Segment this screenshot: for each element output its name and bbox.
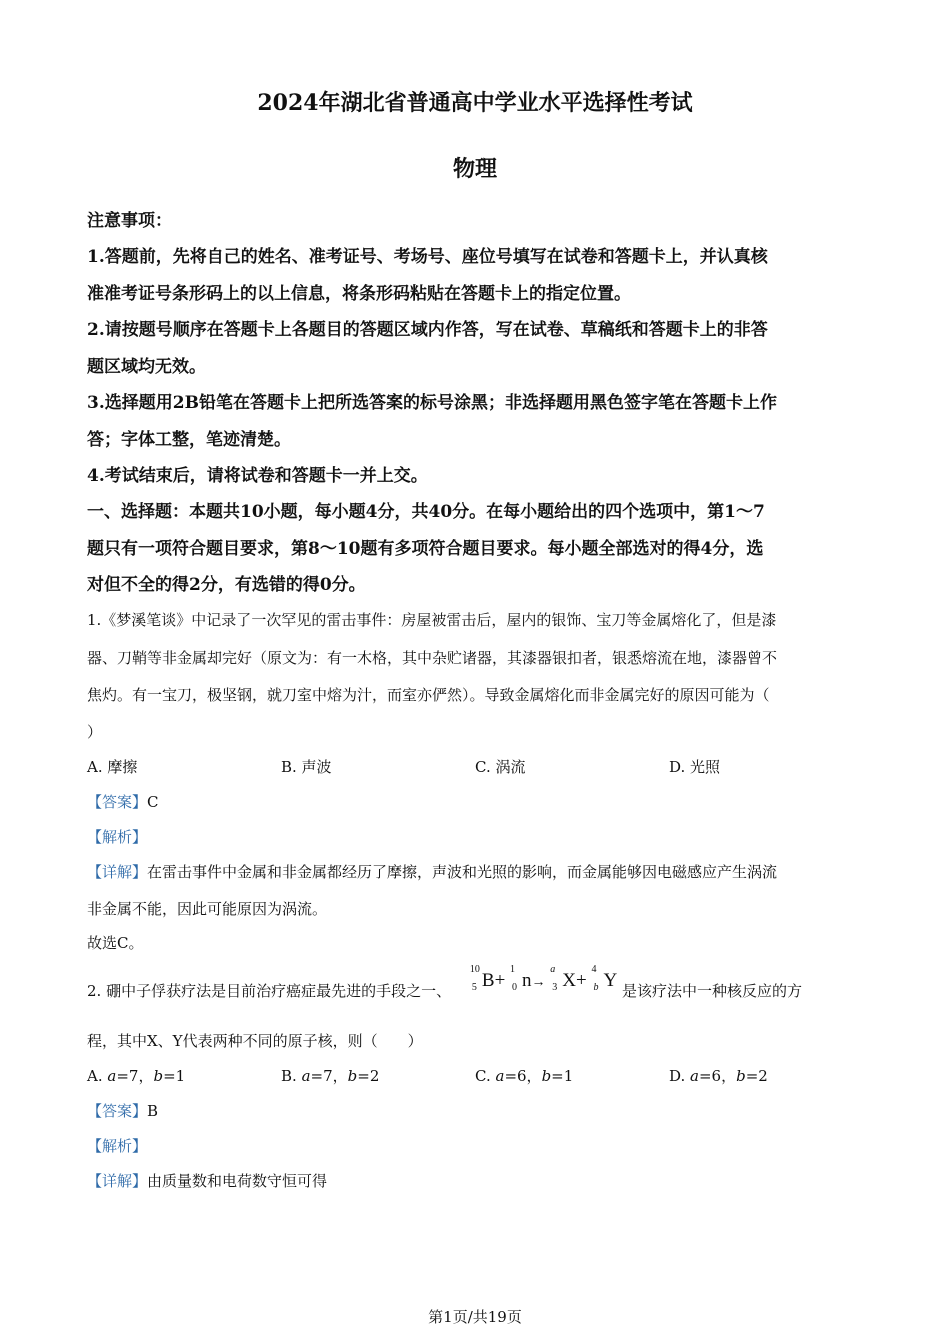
q1-option-c: C. 涡流 [475, 758, 526, 776]
exam-title: 2024年湖北省普通高中学业水平选择性考试 [257, 90, 693, 116]
notice-line: 3.选择题用2B铅笔在答题卡上把所选答案的标号涂黑；非选择题用黑色签字笔在答题卡上作 [87, 393, 777, 413]
q2-option-c: C. a=6，b=1 [475, 1067, 574, 1085]
q1-option-a: A. 摩擦 [87, 758, 138, 776]
subject-title: 物理 [452, 156, 497, 182]
q2-analysis-label: 【解析】 [87, 1137, 148, 1155]
section-line: 对但不全的得2分，有选错的得0分。 [87, 575, 366, 595]
q2-option-d: D. a=6，b=2 [669, 1067, 768, 1085]
answer-value: B [147, 1102, 159, 1120]
q2-answer [87, 1100, 158, 1121]
q1-option-b: B. 声波 [281, 758, 332, 776]
q1-text: 器、刀鞘等非金属却完好（原文为：有一木格，其中杂贮诸器，其漆器银扣者，银悉熔流在地，漆器曾不 [87, 649, 778, 667]
notice-line: 2.请按题号顺序在答题卡上各题目的答题区域内作答，写在试卷、草稿纸和答题卡上的非答 [87, 320, 768, 340]
q2-detail [87, 1170, 327, 1191]
q1-text: 1.《梦溪笔谈》中记录了一次罕见的雷击事件：房屋被雷击后，屋内的银饰、宝刀等金属熔化了，但是漆 [87, 611, 777, 629]
detail-text: 由质量数和电荷数守恒可得 [147, 1172, 328, 1190]
q2-text-2: 程，其中X、Y代表两种不同的原子核，则（ ） [87, 1032, 423, 1050]
q2-post: 是该疗法中一种核反应的方 [621, 982, 802, 1000]
detail-label: 【详解】 [87, 863, 148, 881]
q2-pre: 2. 硼中子俘获疗法是目前治疗癌症最先进的手段之一、 [87, 982, 452, 1000]
notice-line: 1.答题前，先将自己的姓名、准考证号、考场号、座位号填写在试卷和答题卡上，并认真核 [87, 247, 768, 267]
q1-conclusion: 故选C。 [87, 934, 144, 952]
q1-answer [87, 791, 159, 812]
q1-option-d: D. 光照 [669, 758, 721, 776]
answer-label: 【答案】 [87, 1102, 148, 1120]
nuclear-equation: 10 5 B+ 1 0 n→ a 3 X+ 4 b Y [469, 964, 618, 993]
answer-value: C [147, 793, 159, 811]
notice-line: 题区域均无效。 [87, 357, 206, 377]
section-line: 一、选择题：本题共10小题，每小题4分，共40分。在每小题给出的四个选项中，第1～7 [87, 502, 765, 522]
q1-text: ） [87, 723, 103, 741]
q1-detail-2: 非金属不能，因此可能原因为涡流。 [87, 900, 328, 918]
answer-label: 【答案】 [87, 793, 148, 811]
detail-label: 【详解】 [87, 1172, 148, 1190]
q2-option-b: B. a=7，b=2 [281, 1067, 380, 1085]
q1-text: 焦灼。有一宝刀，极坚钢，就刀室中熔为汁，而室亦俨然）。导致金属熔化而非金属完好的原因可能为（ [87, 686, 770, 704]
page-footer: 第1页/共19页 [428, 1308, 522, 1326]
notice-line: 答；字体工整，笔迹清楚。 [87, 430, 291, 450]
section-line: 题只有一项符合题目要求，第8～10题有多项符合题目要求。每小题全部选对的得4分，选 [87, 539, 764, 559]
notice-line: 4.考试结束后，请将试卷和答题卡一并上交。 [87, 466, 428, 486]
detail-text: 在雷击事件中金属和非金属都经历了摩擦，声波和光照的影响，而金属能够因电磁感应产生涡流 [147, 863, 778, 881]
q1-analysis-label: 【解析】 [87, 828, 148, 846]
notice-line: 准准考证号条形码上的以上信息，将条形码粘贴在答题卡上的指定位置。 [87, 284, 631, 304]
q2-option-a: A. a=7，b=1 [87, 1067, 186, 1085]
notice-heading: 注意事项： [87, 211, 172, 231]
q2-text [87, 964, 802, 1002]
q1-detail [87, 861, 777, 882]
